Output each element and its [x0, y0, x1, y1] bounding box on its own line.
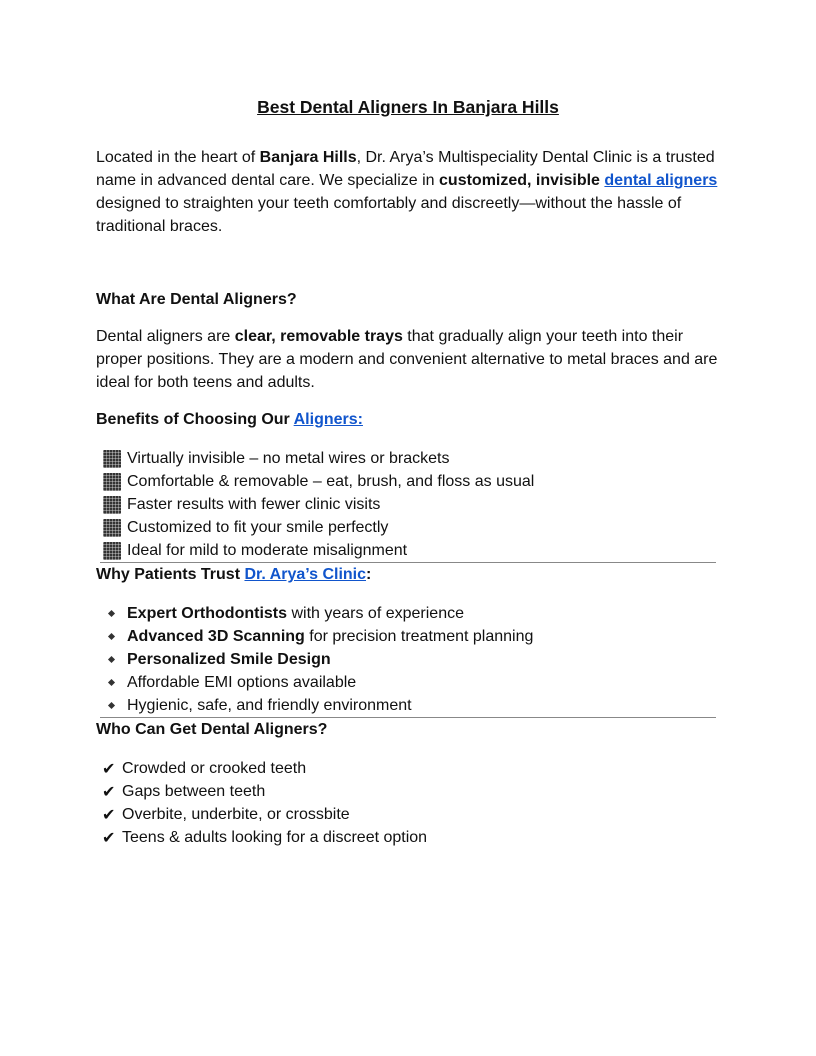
square-grid-icon — [103, 473, 121, 491]
checkmark-icon: ✔ — [102, 805, 116, 824]
list-item — [96, 470, 720, 493]
why-heading-suffix: : — [366, 566, 372, 583]
what-text-1: Dental aligners are — [96, 328, 235, 345]
benefits-list — [96, 447, 720, 562]
intro-text-4: designed to straighten your teeth comfortably and discreetly—without the hassle of traditional braces. — [96, 195, 682, 235]
document-page — [96, 96, 720, 849]
why-bold: Expert Orthodontists — [127, 605, 288, 622]
checkmark-icon: ✔ — [102, 759, 116, 778]
who-text: Overbite, underbite, or crossbite — [122, 806, 350, 823]
benefits-heading-text: Benefits of Choosing Our — [96, 411, 294, 428]
checkmark-icon: ✔ — [102, 782, 116, 801]
list-item — [96, 757, 720, 780]
benefit-text: Comfortable & removable – eat, brush, and floss as usual — [127, 473, 535, 490]
list-item — [96, 648, 720, 671]
why-bold: Advanced 3D Scanning — [127, 628, 305, 645]
clinic-link[interactable]: Dr. Arya’s Clinic — [244, 566, 366, 583]
why-text: Hygienic, safe, and friendly environment — [127, 697, 412, 714]
diamond-icon — [108, 656, 115, 663]
who-text: Crowded or crooked teeth — [122, 760, 307, 777]
intro-text-1: Located in the heart of — [96, 149, 260, 166]
what-paragraph — [96, 325, 720, 394]
square-grid-icon — [103, 450, 121, 468]
list-item — [96, 803, 720, 826]
list-item — [96, 516, 720, 539]
benefit-text: Faster results with fewer clinic visits — [127, 496, 381, 513]
intro-bold-location: Banjara Hills — [259, 149, 357, 166]
why-text: with years of experience — [287, 605, 464, 622]
who-text: Gaps between teeth — [122, 783, 266, 800]
benefit-text: Ideal for mild to moderate misalignment — [127, 542, 408, 559]
why-text: Affordable EMI options available — [127, 674, 357, 691]
who-text: Teens & adults looking for a discreet option — [122, 829, 428, 846]
list-item — [96, 539, 720, 562]
diamond-icon — [108, 610, 115, 617]
intro-paragraph — [96, 146, 720, 238]
checkmark-icon: ✔ — [102, 828, 116, 847]
dental-aligners-link[interactable]: dental aligners — [604, 172, 718, 189]
list-item — [96, 493, 720, 516]
intro-text-2: , Dr. Arya’s Multispeciality Dental Clinic is a trusted name in advanced dental care. We specialize in — [96, 149, 715, 189]
list-item — [96, 826, 720, 849]
what-heading: What Are Dental Aligners? — [96, 291, 297, 308]
page-title: Best Dental Aligners In Banjara Hills — [257, 97, 559, 117]
list-item — [96, 447, 720, 470]
benefits-heading — [96, 408, 720, 431]
why-heading — [96, 563, 720, 586]
list-item — [96, 671, 720, 694]
intro-bold-specialty: customized, invisible — [439, 172, 600, 189]
who-list — [96, 757, 720, 849]
why-bold: Personalized Smile Design — [127, 651, 331, 668]
diamond-icon — [108, 702, 115, 709]
list-item — [96, 602, 720, 625]
list-item — [96, 625, 720, 648]
what-bold: clear, removable trays — [234, 328, 403, 345]
what-text-2: that gradually align your teeth into their proper positions. They are a modern and convenient alternative to metal braces and are ideal for both teens and adults. — [96, 328, 718, 391]
benefit-text: Virtually invisible – no metal wires or brackets — [127, 450, 450, 467]
diamond-icon — [108, 679, 115, 686]
list-item — [96, 780, 720, 803]
list-item — [96, 694, 720, 717]
why-list — [96, 602, 720, 717]
square-grid-icon — [103, 496, 121, 514]
aligners-link[interactable]: Aligners: — [293, 411, 363, 428]
diamond-icon — [108, 633, 115, 640]
why-text: for precision treatment planning — [304, 628, 534, 645]
why-heading-text: Why Patients Trust — [96, 566, 245, 583]
benefit-text: Customized to fit your smile perfectly — [127, 519, 389, 536]
who-heading: Who Can Get Dental Aligners? — [96, 721, 328, 738]
square-grid-icon — [103, 519, 121, 537]
square-grid-icon — [103, 542, 121, 560]
